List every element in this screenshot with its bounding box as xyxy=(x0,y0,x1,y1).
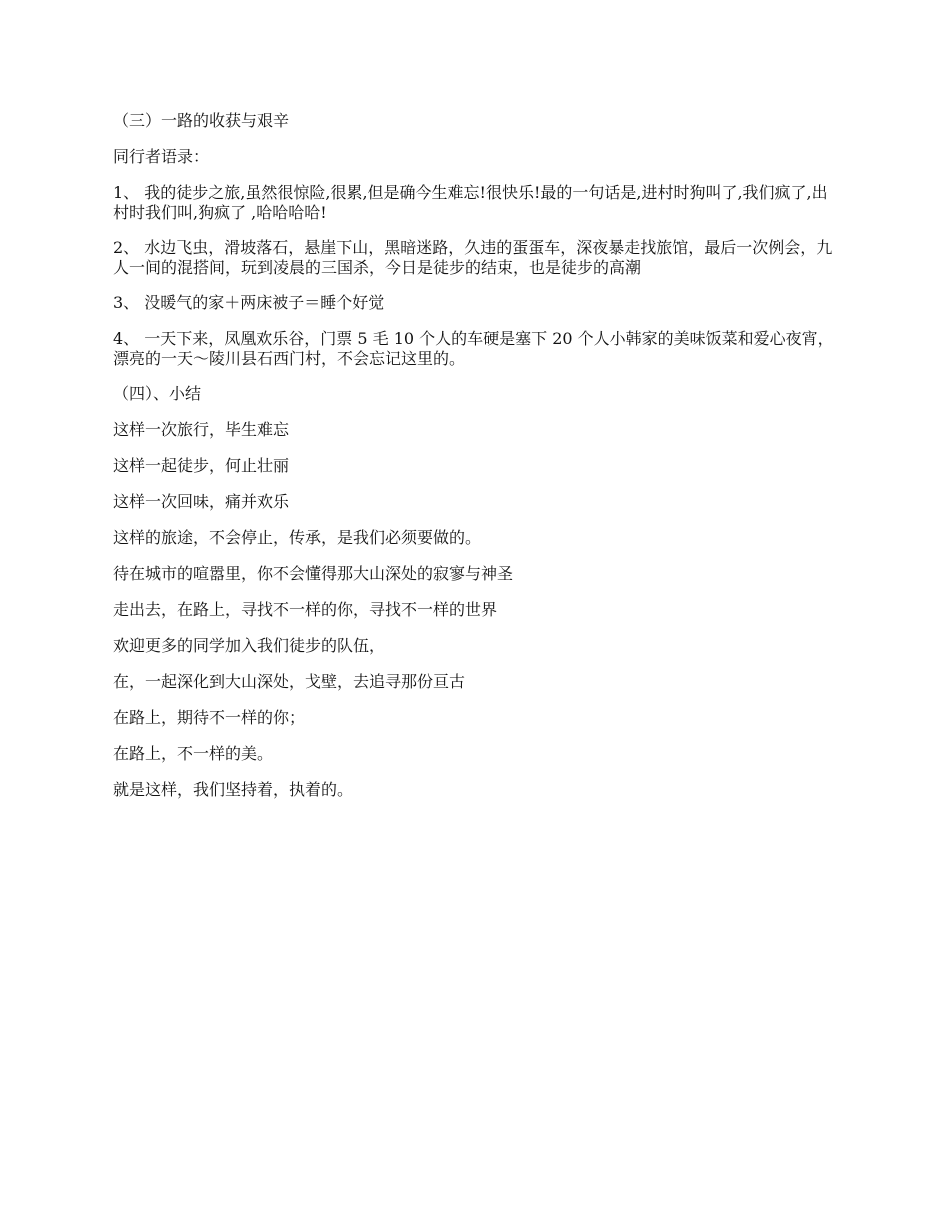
summary-line-6: 走出去，在路上，寻找不一样的你，寻找不一样的世界 xyxy=(113,600,498,619)
summary-line-3: 这样一次回味，痛并欢乐 xyxy=(113,492,290,511)
section-heading-summary: （四）、小结 xyxy=(113,384,202,403)
quote-2: 2、 水边飞虫，滑坡落石，悬崖下山，黑暗迷路，久违的蛋蛋车，深夜暴走找旅馆，最后一次例会，九人一间的混搭间，玩到凌晨的三国杀，今日是徒步的结束，也是徒步的高潮 xyxy=(113,238,833,277)
summary-line-5: 待在城市的喧嚣里，你不会懂得那大山深处的寂寥与神圣 xyxy=(113,564,514,583)
summary-line-9: 在路上，期待不一样的你； xyxy=(113,708,306,727)
summary-line-4: 这样的旅途，不会停止，传承，是我们必须要做的。 xyxy=(113,528,482,547)
document-page xyxy=(113,111,843,816)
summary-line-7: 欢迎更多的同学加入我们徒步的队伍， xyxy=(113,636,386,655)
section-heading-harvest: （三）一路的收获与艰辛 xyxy=(113,111,290,130)
summary-line-1: 这样一次旅行，毕生难忘 xyxy=(113,420,290,439)
summary-line-8: 在，一起深化到大山深处，戈壁，去追寻那份亘古 xyxy=(113,672,466,691)
summary-line-10: 在路上，不一样的美。 xyxy=(113,744,274,763)
summary-line-11: 就是这样，我们坚持着，执着的。 xyxy=(113,780,354,799)
quote-4: 4、 一天下来，凤凰欢乐谷，门票 5 毛 10 个人的车硬是塞下 20 个人小韩家的美味饭菜和爱心夜宵，漂亮的一天～陵川县石西门村，不会忘记这里的。 xyxy=(113,329,834,368)
companions-quotes-label: 同行者语录： xyxy=(113,147,210,166)
quote-1: 1、 我的徒步之旅,虽然很惊险,很累,但是确今生难忘!很快乐!最的一句话是,进村时狗叫了,我们疯了,出村时我们叫,狗疯了 ,哈哈哈哈! xyxy=(113,183,828,222)
quote-3: 3、 没暖气的家＋两床被子＝睡个好觉 xyxy=(113,293,385,312)
summary-line-2: 这样一起徒步，何止壮丽 xyxy=(113,456,290,475)
